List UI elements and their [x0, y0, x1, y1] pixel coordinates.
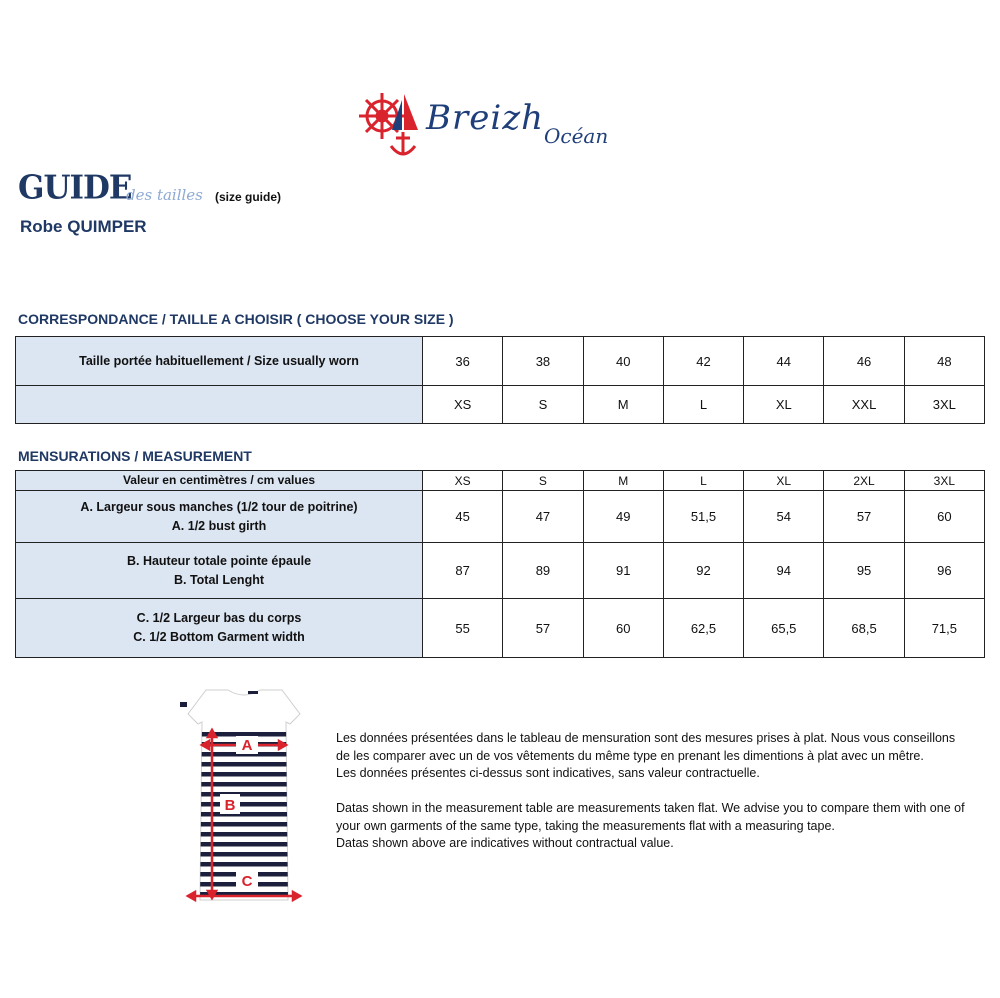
table-cell: XS: [423, 386, 503, 424]
header-label: Valeur en centimètres / cm values: [16, 471, 423, 491]
column-header: M: [583, 471, 663, 491]
table-cell: 96: [904, 543, 984, 599]
column-header: S: [503, 471, 583, 491]
table-cell: 3XL: [904, 386, 984, 424]
table-cell: 57: [824, 491, 904, 543]
measurement-table: [15, 470, 985, 658]
row-label-en: A. 1/2 bust girth: [171, 518, 267, 533]
dress-stripe: [178, 792, 310, 797]
product-name: Robe QUIMPER: [20, 217, 147, 236]
guide-subtitle: des tailles: [126, 186, 203, 204]
table-cell: 45: [423, 491, 503, 543]
row-label-en: C. 1/2 Bottom Garment width: [133, 630, 305, 644]
note-fr-1: Les données présentées dans le tableau de mensuration sont des mesures prises à plat. Nous vous conseillons de les comparer avec un de vos vêtements du même type en prenant les dimentions à plat avec un mêtre.: [336, 731, 956, 763]
table-row: [16, 386, 985, 424]
table-cell: 68,5: [824, 599, 904, 658]
measurement-title: MENSURATIONS / MEASUREMENT: [18, 448, 252, 464]
table-cell: 95: [824, 543, 904, 599]
note-fr-2: Les données présentes ci-dessus sont indicatives, sans valeur contractuelle.: [336, 766, 760, 780]
table-cell: 57: [503, 599, 583, 658]
dress-stripe: [178, 762, 310, 767]
table-cell: 40: [583, 337, 663, 386]
column-header: XL: [744, 471, 824, 491]
table-cell: 71,5: [904, 599, 984, 658]
dress-stripe: [178, 782, 310, 787]
table-cell: 42: [663, 337, 743, 386]
table-cell: 36: [423, 337, 503, 386]
brand-name: Breizh: [426, 98, 545, 138]
size-guide-label: (size guide): [215, 190, 282, 204]
anchor-icon: [386, 92, 420, 162]
table-cell: 54: [744, 491, 824, 543]
dress-stripe: [178, 842, 310, 847]
table-cell: M: [583, 386, 663, 424]
column-header: L: [663, 471, 743, 491]
dress-tag: [180, 702, 187, 707]
column-header: 3XL: [904, 471, 984, 491]
table-row: [16, 543, 985, 599]
note-en-1: Datas shown in the measurement table are measurements taken flat. We advise you to compare them with one of your own garments of the same type, taking the measurements flat with a measuring tape.: [336, 801, 965, 833]
dress-stripe: [178, 832, 310, 837]
row-label: [16, 543, 423, 599]
row-label-fr: A. Largeur sous manches (1/2 tour de poitrine): [80, 499, 358, 514]
guide-title: GUIDE: [18, 169, 132, 207]
correspondence-title: CORRESPONDANCE / TAILLE A CHOISIR ( CHOOSE YOUR SIZE ): [18, 311, 454, 327]
table-cell: 94: [744, 543, 824, 599]
arrow-head: [188, 892, 195, 900]
table-cell: S: [503, 386, 583, 424]
table-cell: 89: [503, 543, 583, 599]
column-header: XS: [423, 471, 503, 491]
dress-label: [248, 691, 258, 694]
table-cell: 91: [583, 543, 663, 599]
table-cell: 92: [663, 543, 743, 599]
brand-logo: [356, 90, 646, 162]
table-header-row: [16, 471, 985, 491]
table-cell: 62,5: [663, 599, 743, 658]
notes: [336, 730, 966, 853]
table-cell: 46: [824, 337, 904, 386]
label-a: A: [241, 737, 253, 754]
table-cell: 87: [423, 543, 503, 599]
table-cell: L: [663, 386, 743, 424]
dress-stripe: [178, 852, 310, 857]
brand-name-ocean: Océan: [544, 124, 609, 148]
row-label-fr: B. Hauteur totale pointe épaule: [126, 553, 312, 568]
row-label-empty: [16, 386, 423, 424]
row-label-fr: C. 1/2 Largeur bas du corps: [136, 611, 302, 625]
table-cell: 65,5: [744, 599, 824, 658]
table-cell: 55: [423, 599, 503, 658]
correspondence-table: [15, 336, 985, 424]
table-row: [16, 337, 985, 386]
dress-stripe: [178, 772, 310, 777]
table-cell: 44: [744, 337, 824, 386]
row-label: [16, 599, 423, 658]
table-cell: 38: [503, 337, 583, 386]
row-label: [16, 491, 423, 543]
dress-stripe: [178, 822, 310, 827]
arrow-head: [293, 892, 300, 900]
table-cell: XXL: [824, 386, 904, 424]
table-row: [16, 599, 985, 658]
table-cell: 48: [904, 337, 984, 386]
label-b: B: [224, 797, 236, 814]
label-c: C: [241, 873, 253, 890]
table-cell: 51,5: [663, 491, 743, 543]
dress-stripe: [178, 732, 310, 737]
dress-diagram: [178, 686, 310, 908]
table-cell: 60: [583, 599, 663, 658]
table-cell: 60: [904, 491, 984, 543]
table-cell: 47: [503, 491, 583, 543]
row-label: Taille portée habituellement / Size usually worn: [16, 337, 423, 386]
note-en-2: Datas shown above are indicatives without contractual value.: [336, 836, 674, 850]
table-row: [16, 491, 985, 543]
table-cell: XL: [744, 386, 824, 424]
table-cell: 49: [583, 491, 663, 543]
dress-stripe: [178, 862, 310, 867]
column-header: 2XL: [824, 471, 904, 491]
row-label-en: B. Total Lenght: [173, 572, 265, 587]
dress-stripe: [178, 802, 310, 807]
dress-stripe: [178, 812, 310, 817]
